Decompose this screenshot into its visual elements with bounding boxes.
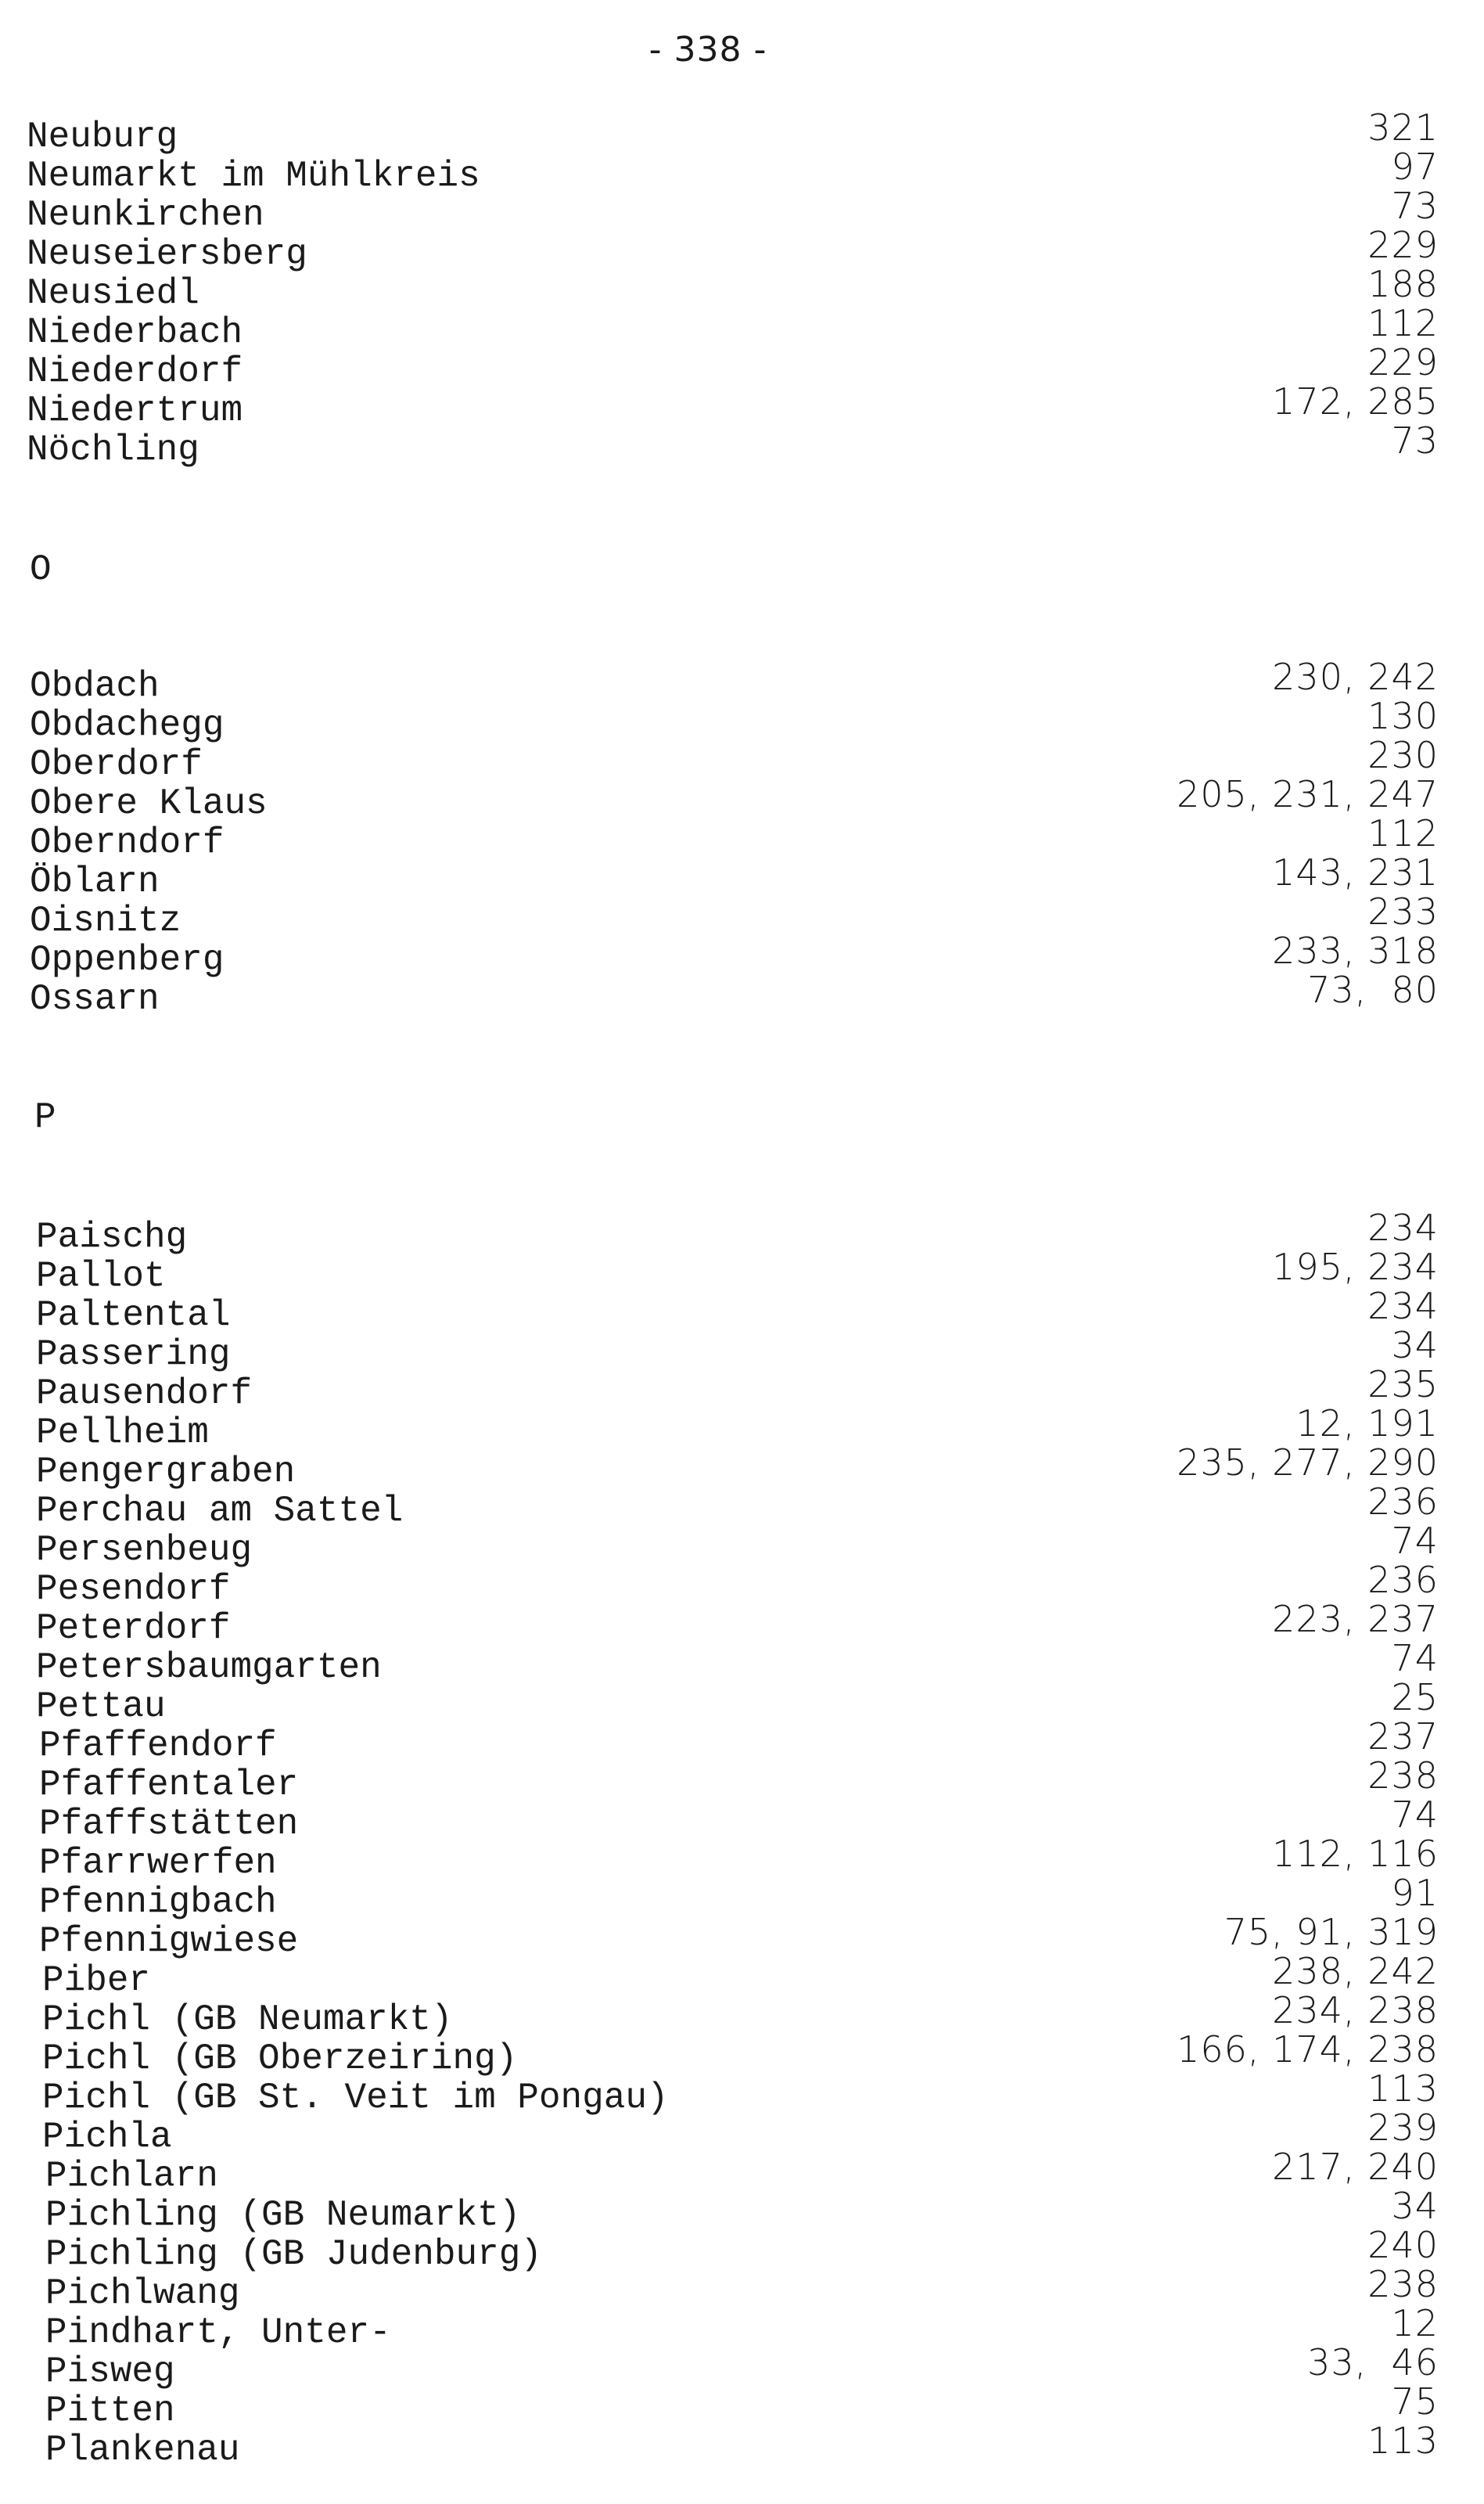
section-letter-heading: P xyxy=(34,1097,56,1138)
place-name: Neusiedl xyxy=(27,273,199,314)
page-references: 205, 231, 247 xyxy=(1177,773,1439,815)
place-name: Pellheim xyxy=(36,1412,209,1453)
index-entry xyxy=(0,2028,1484,2079)
index-entry xyxy=(0,2185,1484,2236)
index-entry xyxy=(0,656,1484,707)
page-references: 112 xyxy=(1367,812,1439,854)
index-entry xyxy=(0,1520,1484,1570)
place-name: Neumarkt im Mühlkreis xyxy=(27,156,480,196)
place-name: Pichl (GB Oberzeiring) xyxy=(42,2038,518,2079)
page-references: 74 xyxy=(1391,1520,1439,1562)
index-entry xyxy=(0,1441,1484,1492)
place-name: Pfaffendorf xyxy=(39,1725,277,1766)
place-name: Pfaffstätten xyxy=(39,1804,299,1844)
place-name: Pengergraben xyxy=(36,1452,296,1492)
index-entry xyxy=(0,2419,1484,2470)
place-name: Niederdorf xyxy=(27,351,243,392)
place-name: Neuburg xyxy=(27,117,178,157)
place-name: Paltental xyxy=(36,1295,231,1336)
index-entry xyxy=(0,185,1484,236)
page-references: 97 xyxy=(1391,146,1439,188)
page-references: 12 xyxy=(1391,2302,1439,2344)
place-name: Pindhart, Unter- xyxy=(45,2312,391,2353)
page-references: 75 xyxy=(1391,2380,1439,2423)
page-references: 235 xyxy=(1367,1363,1439,1405)
place-name: Pitten xyxy=(45,2391,175,2431)
page-references: 229 xyxy=(1367,341,1439,383)
index-entry xyxy=(0,2067,1484,2118)
page-references: 234 xyxy=(1367,1285,1439,1327)
place-name: Peterdorf xyxy=(36,1608,231,1649)
index-entry xyxy=(0,1559,1484,1610)
place-name: Pichl (GB Neumarkt) xyxy=(42,1999,453,2040)
page-references: 235, 277, 290 xyxy=(1177,1441,1439,1484)
index-entry xyxy=(0,812,1484,863)
place-name: Nöchling xyxy=(27,430,199,470)
place-name: Pfarrwerfen xyxy=(39,1843,277,1883)
place-name: Niederbach xyxy=(27,312,243,353)
place-name: Niedertrum xyxy=(27,390,243,431)
index-entry xyxy=(0,106,1484,157)
page-references: 143, 231 xyxy=(1272,851,1439,894)
page-references: 75, 91, 319 xyxy=(1223,1911,1439,1953)
page-references: 73 xyxy=(1391,185,1439,227)
page-references: 112 xyxy=(1367,302,1439,344)
index-entry xyxy=(0,1911,1484,1962)
page-references: 91 xyxy=(1391,1872,1439,1914)
page-references: 233 xyxy=(1367,890,1439,933)
page-references: 73 xyxy=(1391,419,1439,462)
place-name: Pfennigbach xyxy=(39,1882,277,1923)
place-name: Perchau am Sattel xyxy=(36,1491,404,1531)
index-entry xyxy=(0,224,1484,275)
place-name: Pallot xyxy=(36,1256,166,1297)
page-references: 238 xyxy=(1367,2263,1439,2305)
page-references: 217, 240 xyxy=(1272,2146,1439,2188)
index-entry xyxy=(0,2341,1484,2392)
place-name: Neunkirchen xyxy=(27,195,264,236)
index-entry xyxy=(0,146,1484,196)
place-name: Oisnitz xyxy=(30,901,181,941)
place-name: Pfaffentaler xyxy=(39,1765,299,1805)
page-references: 73, 80 xyxy=(1307,969,1439,1011)
page-references: 34 xyxy=(1391,2185,1439,2227)
place-name: Öblarn xyxy=(30,862,160,902)
place-name: Pettau xyxy=(36,1686,166,1727)
page-references: 238, 242 xyxy=(1272,1950,1439,1992)
place-name: Paischg xyxy=(36,1217,188,1257)
index-entry xyxy=(0,1285,1484,1336)
place-name: Ossarn xyxy=(30,979,160,1020)
page-references: 240 xyxy=(1367,2224,1439,2266)
place-name: Pichla xyxy=(42,2117,172,2157)
section-letter-heading: O xyxy=(30,549,52,590)
place-name: Persenbeug xyxy=(36,1530,253,1570)
page-references: 236 xyxy=(1367,1559,1439,1601)
index-entry xyxy=(0,1363,1484,1414)
page-references: 34 xyxy=(1391,1324,1439,1366)
page-references: 237 xyxy=(1367,1715,1439,1757)
place-name: Obdachegg xyxy=(30,705,225,746)
index-entry xyxy=(0,1480,1484,1531)
page-references: 234 xyxy=(1367,1207,1439,1249)
place-name: Passering xyxy=(36,1334,231,1375)
place-name: Pesendorf xyxy=(36,1569,231,1610)
page-references: 236 xyxy=(1367,1480,1439,1523)
page-references: 74 xyxy=(1391,1793,1439,1836)
index-entry xyxy=(0,1715,1484,1766)
index-entry xyxy=(0,2263,1484,2314)
place-name: Oberdorf xyxy=(30,744,203,785)
page-number: - 338 - xyxy=(649,30,767,70)
index-entry xyxy=(0,851,1484,902)
index-entry xyxy=(0,419,1484,470)
index-entry xyxy=(0,1754,1484,1805)
page-references: 223, 237 xyxy=(1272,1598,1439,1640)
index-entry xyxy=(0,2106,1484,2157)
page-references: 234, 238 xyxy=(1272,1989,1439,2031)
place-name: Piber xyxy=(42,1960,151,2001)
index-entry xyxy=(0,2224,1484,2275)
index-entry xyxy=(0,380,1484,431)
place-name: Petersbaumgarten xyxy=(36,1647,382,1688)
index-entry xyxy=(0,1246,1484,1297)
index-entry xyxy=(0,1207,1484,1257)
place-name: Pisweg xyxy=(45,2351,175,2392)
index-entry xyxy=(0,2380,1484,2431)
page-references: 112, 116 xyxy=(1272,1833,1439,1875)
page-references: 172, 285 xyxy=(1272,380,1439,423)
page-references: 166, 174, 238 xyxy=(1177,2028,1439,2070)
place-name: Pichling (GB Judenburg) xyxy=(45,2234,542,2275)
page-references: 33, 46 xyxy=(1307,2341,1439,2383)
page-references: 229 xyxy=(1367,224,1439,266)
index-entry xyxy=(0,302,1484,353)
index-entry xyxy=(0,1324,1484,1375)
page-references: 233, 318 xyxy=(1272,930,1439,972)
index-entry xyxy=(0,773,1484,824)
page-references: 230 xyxy=(1367,734,1439,776)
place-name: Obere Klaus xyxy=(30,783,268,824)
place-name: Pichl (GB St. Veit im Pongau) xyxy=(42,2078,669,2118)
page-references: 130 xyxy=(1367,695,1439,737)
place-name: Pichling (GB Neumarkt) xyxy=(45,2195,521,2236)
place-name: Pfennigwiese xyxy=(39,1921,299,1962)
page-references: 239 xyxy=(1367,2106,1439,2149)
page-references: 188 xyxy=(1367,263,1439,305)
index-entry xyxy=(0,1598,1484,1649)
index-entry xyxy=(0,2146,1484,2196)
place-name: Oppenberg xyxy=(30,940,225,980)
page-references: 321 xyxy=(1367,106,1439,149)
index-entry xyxy=(0,1676,1484,1727)
place-name: Obdach xyxy=(30,666,160,707)
place-name: Pausendorf xyxy=(36,1373,253,1414)
page-references: 195, 234 xyxy=(1272,1246,1439,1288)
place-name: Neuseiersberg xyxy=(27,234,307,275)
place-name: Pichlarn xyxy=(45,2156,218,2196)
index-entry xyxy=(0,969,1484,1020)
index-entry xyxy=(0,1950,1484,2001)
page-references: 12, 191 xyxy=(1295,1402,1439,1444)
index-entry xyxy=(0,890,1484,941)
index-entry xyxy=(0,263,1484,314)
index-entry xyxy=(0,1833,1484,1883)
place-name: Oberndorf xyxy=(30,822,225,863)
place-name: Pichlwang xyxy=(45,2273,240,2314)
index-entry xyxy=(0,341,1484,392)
place-name: Plankenau xyxy=(45,2430,240,2470)
index-entry xyxy=(0,1793,1484,1844)
index-entry xyxy=(0,2302,1484,2353)
page-references: 113 xyxy=(1367,2419,1439,2462)
index-entry xyxy=(0,930,1484,980)
page-references: 25 xyxy=(1391,1676,1439,1718)
index-entry xyxy=(0,695,1484,746)
page-references: 74 xyxy=(1391,1637,1439,1679)
page-references: 230, 242 xyxy=(1272,656,1439,698)
page-references: 238 xyxy=(1367,1754,1439,1797)
index-entry xyxy=(0,1637,1484,1688)
page-references: 113 xyxy=(1367,2067,1439,2110)
